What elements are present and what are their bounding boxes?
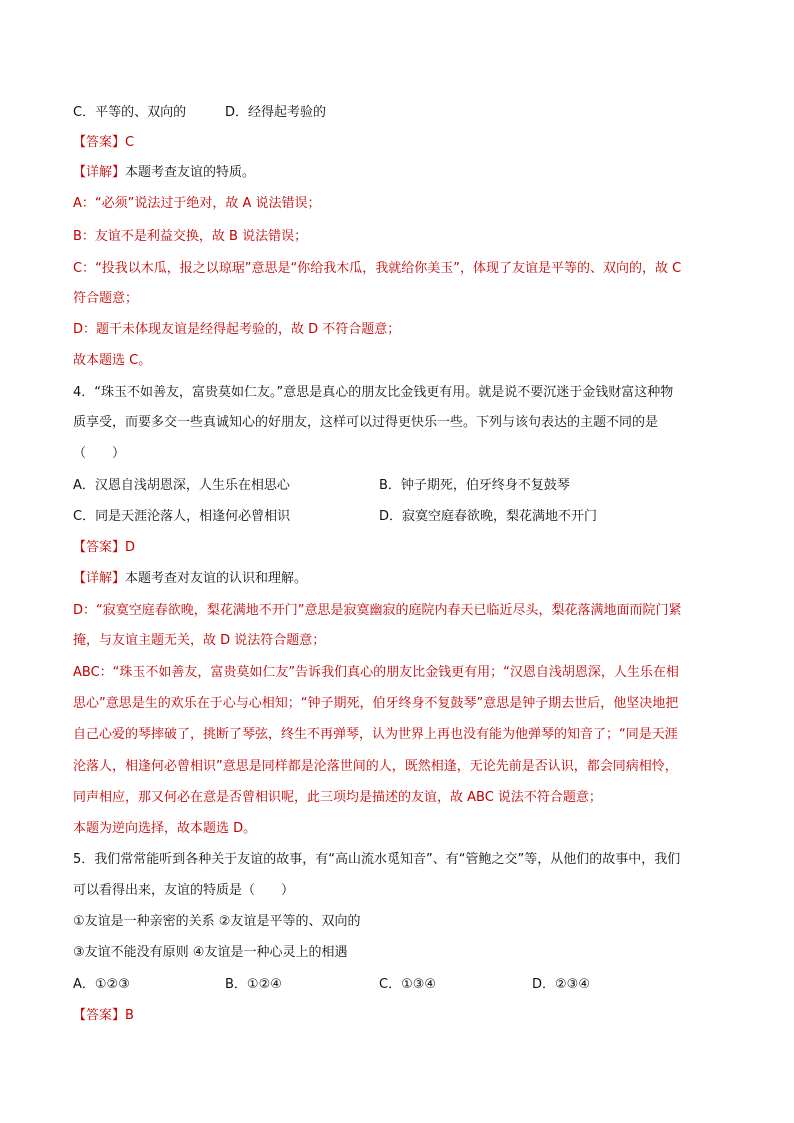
- q5-option-a: A．①②③: [73, 977, 130, 992]
- q3-options-cd: [73, 104, 734, 122]
- q3-detail-heading: [73, 164, 734, 182]
- answer-value: D: [125, 540, 136, 555]
- detail-text: 本题考查友谊的特质。: [125, 165, 256, 180]
- q3-option-d: D．经得起考验的: [225, 105, 327, 120]
- detail-text: 本题考查对友谊的认识和理解。: [125, 571, 308, 586]
- q5-options: [73, 976, 734, 994]
- q3-detail-line: C：“投我以木瓜，报之以琼琚”意思是“你给我木瓜，我就给你美玉”，体现了友谊是平等的、双向的，故 C: [73, 261, 682, 276]
- answer-label: 【答案】: [73, 135, 126, 150]
- q4-detail-line: 思心”意思是生的欢乐在于心与心相知；“钟子期死，伯牙终身不复鼓琴”意思是钟子期去世后，他坚决地把: [73, 696, 679, 711]
- q4-detail-line: 掩，与友谊主题无关，故 D 说法符合题意；: [73, 633, 326, 648]
- q4-stem-line: （ ）: [73, 446, 126, 461]
- q5-statement-line: ①友谊是一种亲密的关系 ②友谊是平等的、双向的: [73, 914, 361, 929]
- q5-stem-line: 可以看得出来，友谊的特质是（ ）: [73, 883, 295, 898]
- answer-value: B: [125, 1008, 134, 1023]
- q4-detail-line: 同声相应，那又何必在意是否曾相识呢，此三项均是描述的友谊，故 ABC 说法不符合题意；: [73, 790, 602, 805]
- answer-label: 【答案】: [73, 1008, 126, 1023]
- q4-stem-line: 4．“珠玉不如善友，富贵莫如仁友。”意思是真心的朋友比金钱更有用。就是说不要沉迷于金钱财富这种物: [73, 385, 674, 400]
- q4-detail-line: 沦落人，相逢何必曾相识”意思是同样都是沦落世间的人，既然相逢，无论先前是否认识，都会同病相怜，: [73, 759, 678, 774]
- q4-option-d: D．寂寞空庭春欲晚，梨花满地不开门: [379, 509, 598, 524]
- q3-detail-line: A：“必须”说法过于绝对，故 A 说法错误；: [73, 196, 321, 211]
- q4-options-ab: [73, 477, 734, 495]
- q4-detail-line: D：“寂寞空庭春欲晚，梨花满地不开门”意思是寂寞幽寂的庭院内春天已临近尽头，梨花落满地面而院门紧: [73, 603, 682, 618]
- q5-stem-line: 5．我们常常能听到各种关于友谊的故事，有“高山流水觅知音”、有“管鲍之交”等，从他们的故事中，我们: [73, 852, 681, 867]
- q4-option-b: B．钟子期死，伯牙终身不复鼓琴: [379, 478, 570, 493]
- answer-label: 【答案】: [73, 540, 126, 555]
- q5-option-b: B．①②④: [225, 977, 282, 992]
- q5-answer: [73, 1007, 734, 1025]
- q3-detail-line: 符合题意；: [73, 291, 139, 306]
- q3-answer: [73, 134, 734, 152]
- q5-option-c: C．①③④: [379, 977, 437, 992]
- detail-label: 【详解】: [73, 571, 126, 586]
- q3-detail-line: 故本题选 C。: [73, 353, 152, 368]
- q4-stem-line: 质享受，而要多交一些真诚知心的好朋友，这样可以过得更快乐一些。下列与该句表达的主题不同的是: [73, 415, 659, 430]
- q4-options-cd: [73, 508, 734, 526]
- q4-detail-line: ABC：“珠玉不如善友，富贵莫如仁友”告诉我们真心的朋友比金钱更有用；“汉恩自浅胡恩深，人生乐在相: [73, 665, 679, 680]
- answer-value: C: [125, 135, 135, 150]
- q5-option-d: D．②③④: [532, 977, 590, 992]
- q3-detail-line: D：题干未体现友谊是经得起考验的，故 D 不符合题意；: [73, 322, 401, 337]
- q4-detail-line: 自己心爱的琴摔破了，挑断了琴弦，终生不再弹琴，认为世界上再也没有能为他弹琴的知音了；“同是天涯: [73, 727, 678, 742]
- q5-statement-line: ③友谊不能没有原则 ④友谊是一种心灵上的相遇: [73, 945, 348, 960]
- q3-option-c: C．平等的、双向的: [73, 105, 187, 120]
- q4-detail-heading: [73, 570, 734, 588]
- q4-detail-line: 本题为逆向选择，故本题选 D。: [73, 821, 257, 836]
- q3-detail-line: B：友谊不是利益交换，故 B 说法错误；: [73, 229, 308, 244]
- q4-answer: [73, 539, 734, 557]
- q4-option-c: C．同是天涯沦落人，相逢何必曾相识: [73, 509, 291, 524]
- detail-label: 【详解】: [73, 165, 126, 180]
- q4-option-a: A．汉恩自浅胡恩深，人生乐在相思心: [73, 478, 290, 493]
